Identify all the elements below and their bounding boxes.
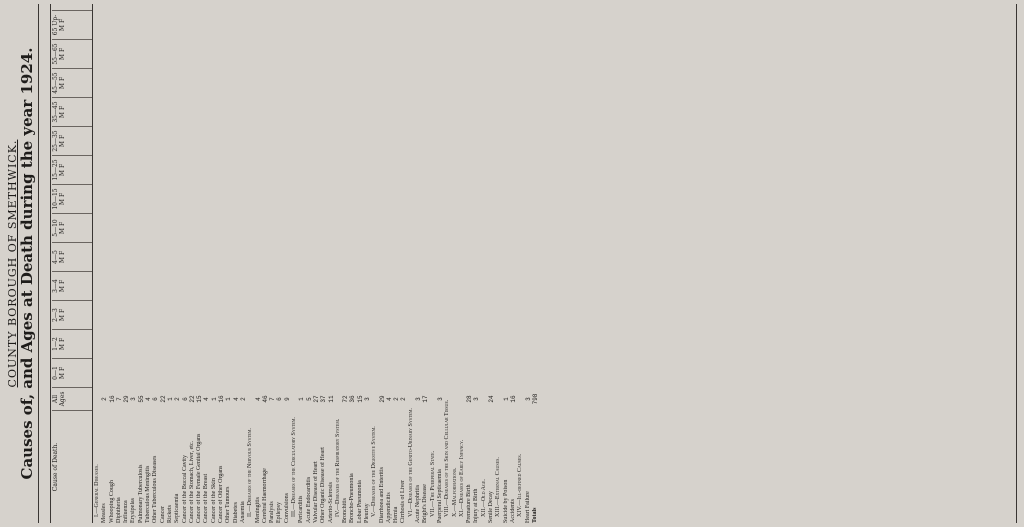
age-group-header — [52, 155, 92, 184]
sex-subheader: M F — [59, 279, 66, 293]
all-ages-value: 15 — [356, 395, 364, 403]
cause-label: Acute Endocarditis — [305, 476, 312, 523]
sex-subheader: M F — [59, 337, 66, 351]
cause-label: Totals — [531, 507, 538, 523]
table-row — [160, 4, 167, 523]
cause-label: Cancer of the Female Genital Organs — [196, 433, 203, 523]
table-row — [196, 4, 203, 523]
cause-label: Pleurisy — [363, 503, 370, 523]
sex-subheader: M F — [59, 308, 66, 322]
sex-subheader: M F — [59, 18, 66, 32]
all-ages-value: 15 — [196, 395, 204, 403]
age-group-label: 10—15 — [52, 188, 59, 210]
table-row — [357, 4, 364, 523]
all-ages-value: 1 — [225, 397, 233, 401]
all-ages-value: 29 — [378, 395, 386, 403]
section-heading-row — [430, 4, 437, 523]
cause-label: Premature Birth — [466, 484, 473, 523]
cause-table-rows — [94, 4, 539, 523]
table-row — [349, 4, 356, 523]
table-row — [211, 4, 218, 523]
all-ages-value: 2 — [239, 397, 247, 401]
all-ages-value: 2 — [393, 397, 401, 401]
all-ages-value: 7 — [115, 397, 123, 401]
cause-label: VII.—The Puerperal State. — [429, 450, 436, 517]
table-row — [422, 4, 429, 523]
cause-label: Bronchitis — [342, 498, 349, 523]
rule-top — [38, 4, 39, 523]
table-row — [379, 4, 386, 523]
cause-label: XII.—Old Age. — [480, 479, 487, 517]
sex-subheader: M F — [59, 47, 66, 61]
cause-label: III.—Diseases of the Circulatory System. — [291, 417, 298, 517]
column-header-all-ages — [52, 387, 92, 410]
table-row — [182, 4, 189, 523]
section-heading-row — [452, 4, 459, 523]
age-group-header — [52, 68, 92, 97]
all-ages-value: 4 — [385, 397, 393, 401]
all-ages-value: 17 — [422, 395, 430, 403]
cause-label: Suicide by Poison — [502, 479, 509, 523]
all-ages-value: 22 — [159, 395, 167, 403]
all-ages-value: 3 — [363, 397, 371, 401]
all-ages-value: 798 — [531, 393, 539, 405]
cause-label: Broncho-Pneumonia — [349, 473, 356, 523]
all-ages-value: 11 — [327, 395, 335, 403]
cause-label: IV.—Diseases of the Respiratory System. — [334, 418, 341, 517]
table-row — [488, 4, 495, 523]
cause-label: V.—Diseases of the Digestive System. — [371, 426, 378, 517]
age-group-header — [52, 39, 92, 68]
cause-label: Anaemia — [239, 501, 246, 523]
rule-under-header — [92, 4, 93, 523]
table-row — [225, 4, 232, 523]
table-row — [386, 4, 393, 523]
all-ages-value: 9 — [283, 397, 291, 401]
section-heading-row — [94, 4, 101, 523]
cause-label: Rickets — [166, 505, 173, 523]
all-ages-value: 3 — [130, 397, 138, 401]
cause-label: Acute Nephritis — [415, 484, 422, 523]
table-row — [145, 4, 152, 523]
cause-label: Diabetes — [232, 502, 239, 523]
cause-label: XI.—Diseases of Early Infancy. — [458, 439, 465, 517]
section-heading-row — [371, 4, 378, 523]
section-heading-row — [517, 4, 524, 523]
table-row — [109, 4, 116, 523]
all-ages-value: 6 — [181, 397, 189, 401]
cause-label: II.—Diseases of the Nervous System. — [247, 428, 254, 517]
cause-label: Whooping Cough — [108, 480, 115, 523]
table-row — [510, 4, 517, 523]
table-row — [320, 4, 327, 523]
all-ages-value: 46 — [261, 395, 269, 403]
table-row — [167, 4, 174, 523]
table-row — [130, 4, 137, 523]
borough-heading: COUNTY BOROUGH OF SMETHWICK. — [6, 139, 19, 388]
all-ages-value: 1 — [166, 397, 174, 401]
all-ages-value: 4 — [254, 397, 262, 401]
cause-label: Cancer of Other Organs — [218, 465, 225, 523]
age-group-label: 1—2 — [52, 337, 59, 351]
all-ages-value: 16 — [218, 395, 226, 403]
all-ages-value: 55 — [137, 395, 145, 403]
cause-label: Tuberculous Meningitis — [145, 465, 152, 523]
all-ages-value: 3 — [436, 397, 444, 401]
column-label-cause: Cause of Death. — [52, 442, 59, 492]
section-heading-row — [444, 4, 451, 523]
section-heading-row — [481, 4, 488, 523]
table-row — [174, 4, 181, 523]
age-group-label: 15—25 — [52, 159, 59, 181]
table-row — [364, 4, 371, 523]
cause-label: VI.—Diseases of the Genito-Urinary System. — [407, 408, 414, 517]
rule-bottom — [1016, 4, 1017, 523]
cause-label: Senile Decay — [488, 491, 495, 523]
age-group-label: 35—45 — [52, 101, 59, 123]
rule-header — [50, 4, 51, 523]
cause-label: Other Tumours — [225, 486, 232, 523]
all-ages-value: 16 — [108, 395, 116, 403]
cause-label: Erysipelas — [130, 498, 137, 523]
age-group-header — [52, 184, 92, 213]
all-ages-value: 22 — [188, 395, 196, 403]
age-group-label: 5—10 — [52, 219, 59, 237]
cause-label: Injury at Birth — [473, 488, 480, 523]
table-row — [218, 4, 225, 523]
cause-label: Convulsions — [283, 492, 290, 523]
all-ages-value: 7 — [269, 397, 277, 401]
table-row — [255, 4, 262, 523]
all-ages-value: 24 — [488, 395, 496, 403]
all-ages-value: 16 — [509, 395, 517, 403]
cause-label: Puerperal Septicaemia — [436, 469, 443, 523]
table-row — [189, 4, 196, 523]
cause-label: Heart Failure — [524, 491, 531, 523]
table-row — [503, 4, 510, 523]
table-row — [415, 4, 422, 523]
all-ages-value: 4 — [145, 397, 153, 401]
table-row — [393, 4, 400, 523]
cause-label: XIV.—Ill-defined Causes. — [517, 453, 524, 517]
section-heading-row — [247, 4, 254, 523]
table-row — [240, 4, 247, 523]
age-group-label: 55—65 — [52, 43, 59, 65]
all-ages-value: 27 — [312, 395, 320, 403]
cause-label: Other Tuberculous Diseases — [152, 455, 159, 523]
table-row — [138, 4, 145, 523]
sex-subheader: M F — [59, 163, 66, 177]
table-row — [233, 4, 240, 523]
cause-label: Pulmonary Tuberculosis — [137, 464, 144, 523]
table-row — [123, 4, 130, 523]
age-group-header — [52, 10, 92, 39]
cause-label: Diarrhoea and Enteritis — [378, 467, 385, 523]
sex-subheader: M F — [59, 221, 66, 235]
cause-label: VIII.—Diseases of the Skin and Cellular Tissue. — [444, 399, 451, 517]
all-ages-value: 4 — [232, 397, 240, 401]
age-group-header — [52, 213, 92, 242]
all-ages-value: 28 — [466, 395, 474, 403]
table-row — [276, 4, 283, 523]
all-ages-value: 3 — [524, 397, 532, 401]
section-heading-row — [335, 4, 342, 523]
column-label-all-ages: All Ages — [52, 391, 66, 407]
table-row — [269, 4, 276, 523]
column-header-cause — [52, 410, 92, 523]
table-row — [525, 4, 532, 523]
all-ages-value: 37 — [320, 395, 328, 403]
cause-label: Paralysis — [269, 501, 276, 523]
cause-label: I.—General Diseases. — [94, 464, 100, 517]
cause-label: Bright's Disease — [422, 484, 429, 523]
all-ages-value: 1 — [210, 397, 218, 401]
table-row — [328, 4, 335, 523]
all-ages-value: 6 — [276, 397, 284, 401]
all-ages-value: 29 — [123, 395, 131, 403]
cause-label: Cancer of the Breast — [203, 473, 210, 523]
section-heading-row — [408, 4, 415, 523]
section-heading-row — [291, 4, 298, 523]
all-ages-value: 2 — [174, 397, 182, 401]
sex-subheader: M F — [59, 250, 66, 264]
all-ages-value: 2 — [400, 397, 408, 401]
cause-label: Lobar Pneumonia — [356, 480, 363, 523]
table-row — [101, 4, 108, 523]
all-ages-value: 36 — [349, 395, 357, 403]
all-ages-value: 6 — [152, 397, 160, 401]
cause-label: Meningitis — [254, 496, 261, 523]
cause-label: Cirrhosis of Liver — [400, 480, 407, 523]
table-row — [298, 4, 305, 523]
sex-subheader: M F — [59, 76, 66, 90]
table-row — [473, 4, 480, 523]
age-group-label: 45—55 — [52, 72, 59, 94]
table-row — [306, 4, 313, 523]
all-ages-value: 1 — [502, 397, 510, 401]
all-ages-value: 2 — [101, 397, 109, 401]
cause-label: Arterio-Sclerosis — [327, 482, 334, 523]
table-row — [203, 4, 210, 523]
cause-label: Influenza — [123, 500, 130, 523]
cause-label: Other Organic Disease of Heart — [320, 447, 327, 523]
cause-label: Cancer — [159, 506, 166, 523]
age-group-header — [52, 358, 92, 387]
table-row — [313, 4, 320, 523]
cause-label: Pericarditis — [298, 495, 305, 523]
table-row — [342, 4, 349, 523]
age-group-header — [52, 126, 92, 155]
cause-label: X.—Malformations. — [451, 467, 458, 517]
cause-label: Epilepsy — [276, 502, 283, 523]
table-row — [466, 4, 473, 523]
age-group-header — [52, 242, 92, 271]
cause-label: Cancer of the Skin — [210, 478, 217, 523]
table-row — [262, 4, 269, 523]
cause-label: Septicaemia — [174, 493, 181, 523]
cause-label: Accidents — [509, 499, 516, 523]
cause-label: Valvular Disease of Heart — [312, 461, 319, 523]
document-title: Causes of, and Ages at Death during the year 1924. — [18, 47, 36, 480]
all-ages-value: 5 — [305, 397, 313, 401]
table-row — [532, 4, 539, 523]
sex-subheader: M F — [59, 366, 66, 380]
cause-label: XIII.—External Causes. — [495, 457, 502, 517]
age-group-label: 4—5 — [52, 250, 59, 264]
cause-label: Measles — [101, 503, 108, 523]
all-ages-value: 4 — [203, 397, 211, 401]
section-heading-row — [459, 4, 466, 523]
age-group-header — [52, 97, 92, 126]
cause-label: Hernia — [393, 506, 400, 523]
age-group-label: 3—4 — [52, 279, 59, 293]
age-group-header — [52, 329, 92, 358]
age-group-header — [52, 300, 92, 329]
cause-label: Cancer of the Buccal Cavity — [181, 455, 188, 523]
table-row — [437, 4, 444, 523]
sex-subheader: M F — [59, 192, 66, 206]
all-ages-value: 3 — [473, 397, 481, 401]
sex-subheader: M F — [59, 105, 66, 119]
all-ages-value: 72 — [342, 395, 350, 403]
all-ages-value: 1 — [298, 397, 306, 401]
age-group-label: 0—1 — [52, 366, 59, 380]
cause-label: Cerebral Haemorrhage — [261, 468, 268, 523]
age-group-label: 2—3 — [52, 308, 59, 322]
table-row — [152, 4, 159, 523]
cause-label: Appendicitis — [385, 492, 392, 523]
all-ages-value: 3 — [415, 397, 423, 401]
age-group-label: 65 Up- — [52, 14, 59, 36]
age-group-header — [52, 271, 92, 300]
age-group-label: 25—35 — [52, 130, 59, 152]
table-row — [400, 4, 407, 523]
table-row — [284, 4, 291, 523]
table-row — [116, 4, 123, 523]
sex-subheader: M F — [59, 134, 66, 148]
section-heading-row — [495, 4, 502, 523]
cause-label: Cancer of the Stomach, Liver, etc. — [188, 440, 195, 523]
cause-label: Diphtheria — [115, 497, 122, 523]
